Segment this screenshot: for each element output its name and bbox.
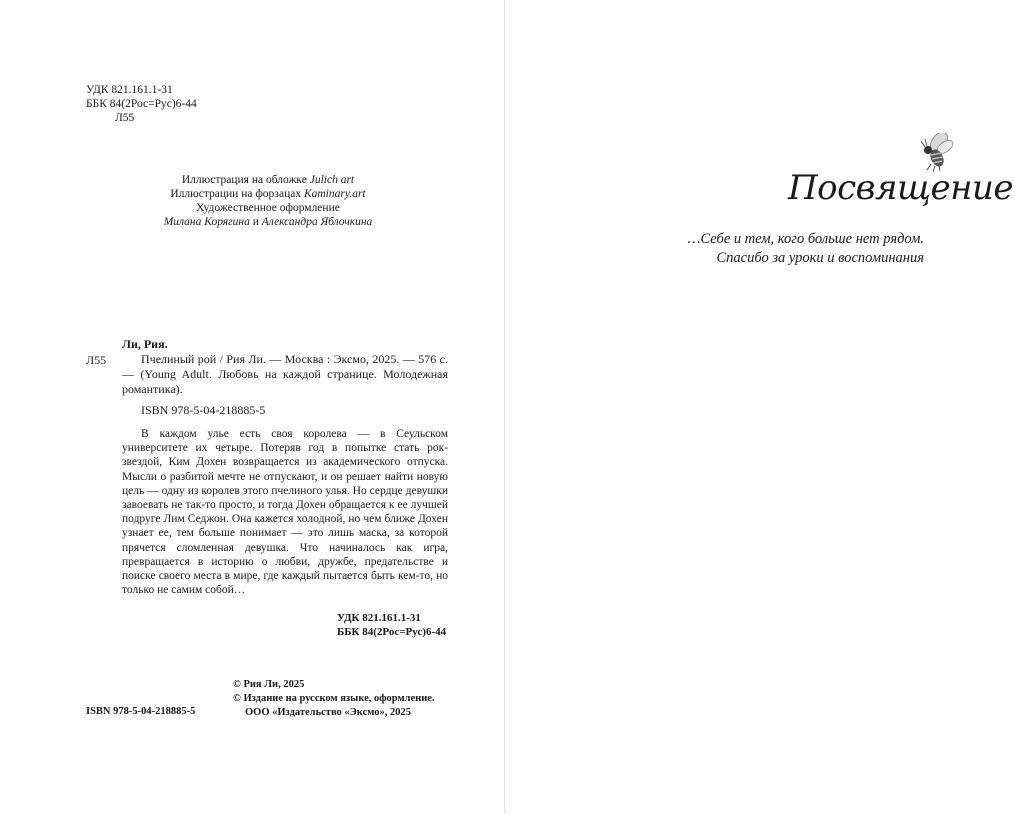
cover-credit [118, 173, 418, 187]
cover-artist: Julich art [309, 174, 355, 186]
dedication-line-2: Спасибо за уроки и воспоминания [716, 250, 924, 266]
dedication-title: Посвящение [788, 168, 1014, 208]
designers [118, 215, 418, 229]
and-word: и [249, 216, 262, 228]
illustration-credits [118, 173, 418, 229]
endpaper-credit [118, 187, 418, 201]
bottom-bbk-code: ББК 84(2Рос=Рус)6-44 [337, 626, 447, 638]
endpaper-credit-label: Иллюстрации на форзацах [170, 188, 304, 200]
copyright-block [233, 678, 435, 719]
record-isbn: ISBN 978-5-04-218885-5 [141, 403, 266, 417]
annotation: В каждом улье есть своя королева — в Сеульском университете их четыре. Потеряв год в попытке стать рок-звездой, Ким Дохен возвращается из академического отпуска. Мысли о разбитой мечте не отпускают, и он решает найти новую цель — одну из королев этого пчелиного улья. Но сердце девушки завоевать не так-то просто, и тогда Дохен обращается к ее лучшей подруге Лим Седжон. Она кажется холодной, но чем ближе Дохен узнает ее, тем больше понимает — это лишь маска, за которой прячется сломленная девушка. Что начиналось как игра, превращается в историю о любви, дружбе, предательстве и поиске своего места в мире, где каждый пытается быть кем-то, но только не самим собой… [122, 428, 448, 597]
endpaper-artist: Kaminary.art [303, 188, 366, 200]
record-author: Ли, Рия. [122, 337, 168, 351]
copyright-line-2: © Издание на русском языке, оформление. [233, 692, 435, 704]
author-mark: Л55 [115, 112, 135, 124]
classification-codes [86, 83, 197, 125]
bottom-classification-codes [337, 611, 446, 639]
bottom-udk-code: УДК 821.161.1-31 [337, 612, 421, 624]
designer-1: Милана Корягина [163, 216, 250, 228]
bibliographic-record [86, 337, 448, 597]
record-entry: Пчелиный рой / Рия Ли. — Москва : Эксмо, 2025. — 576 с. — (Young Adult. Любовь на каждой странице. Молодежная романтика). [122, 352, 448, 396]
designer-2: Александра Яблочкина [261, 216, 373, 228]
dedication-text [688, 230, 924, 268]
isbn-bottom: ISBN 978-5-04-218885-5 [86, 706, 196, 717]
record-author-mark: Л55 [86, 353, 107, 367]
bbk-code: ББК 84(2Рос=Рус)6-44 [86, 98, 197, 110]
copyright-line-3: ООО «Издательство «Эксмо», 2025 [245, 706, 412, 718]
cover-credit-label: Иллюстрация на обложке [181, 174, 310, 186]
right-page [505, 0, 1014, 814]
dedication-line-1: …Себе и тем, кого больше нет рядом. [687, 231, 924, 247]
design-credit-label: Художественное оформление [196, 202, 340, 214]
copyright-line-1: © Рия Ли, 2025 [233, 679, 305, 690]
udk-code: УДК 821.161.1-31 [86, 84, 173, 96]
left-page [0, 0, 504, 814]
